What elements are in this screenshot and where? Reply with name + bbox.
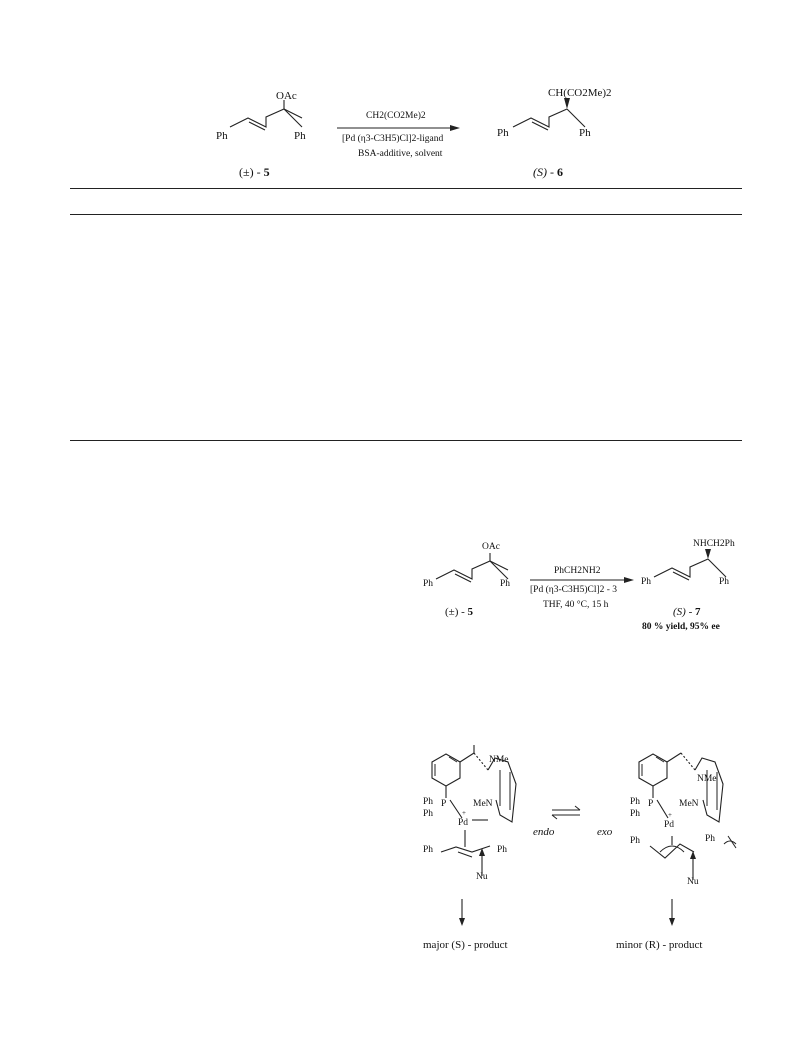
product-compound-label: (S) - 6 [533,165,563,179]
product-substituent-label: CH(CO2Me)2 [548,87,612,99]
oac-label: OAc [276,90,297,102]
right-ph2-label: Ph [630,809,641,819]
product-amine-label: NHCH2Ph [693,539,735,549]
ph-left-label: Ph [216,130,228,142]
right-men-label: MeN [679,799,699,809]
left-ph1-label: Ph [423,797,434,807]
right-plus-label: + [668,811,672,819]
start-compound-label: (±) - 5 [239,165,270,179]
reagent-amine: PhCH2NH2 [554,566,601,576]
reagent-malonate: CH2(CO2Me)2 [366,111,426,121]
exo-label: exo [597,826,613,838]
major-product-label: major (S) - product [423,939,508,951]
start-compound-label-2: (±) - 5 [445,606,474,618]
left-pd-label: Pd [458,818,469,828]
reagent-conditions: BSA-additive, solvent [358,149,443,159]
left-nu-label: Nu [476,872,488,882]
ph-right-label-2: Ph [500,579,511,589]
left-allyl-ph-left: Ph [423,845,434,855]
yield-text: 80 % yield, 95% ee [642,622,720,632]
endo-label: endo [533,826,555,838]
reagent-catalyst-2: [Pd (η3-C3H5)Cl]2 - 3 [530,585,618,595]
product-ph-left-label: Ph [497,127,509,139]
product-compound-label-2: (S) - 7 [673,606,701,618]
ph-right-label: Ph [294,130,306,142]
reagent-conditions-2: THF, 40 °C, 15 h [543,600,609,610]
right-nu-label: Nu [687,877,699,887]
left-p-label: P [441,799,447,809]
left-ph2-label: Ph [423,809,434,819]
right-allyl-ph-right: Ph [705,834,716,844]
right-allyl-ph-left: Ph [630,836,641,846]
oac-label-2: OAc [482,542,500,552]
minor-product-label: minor (R) - product [616,939,703,951]
ph-left-label-2: Ph [423,579,434,589]
right-ph1-label: Ph [630,797,641,807]
right-nme-label: NMe [697,774,717,784]
product-ph-right-label-2: Ph [719,577,730,587]
right-pd-label: Pd [664,820,675,830]
left-men-label: MeN [473,799,493,809]
right-p-label: P [648,799,654,809]
reagent-catalyst: [Pd (η3-C3H5)Cl]2-ligand [342,134,444,144]
left-plus-label: + [462,809,466,817]
product-ph-right-label: Ph [579,127,591,139]
left-allyl-ph-right: Ph [497,845,508,855]
left-nme-label: NMe [489,755,509,765]
product-ph-left-label-2: Ph [641,577,652,587]
